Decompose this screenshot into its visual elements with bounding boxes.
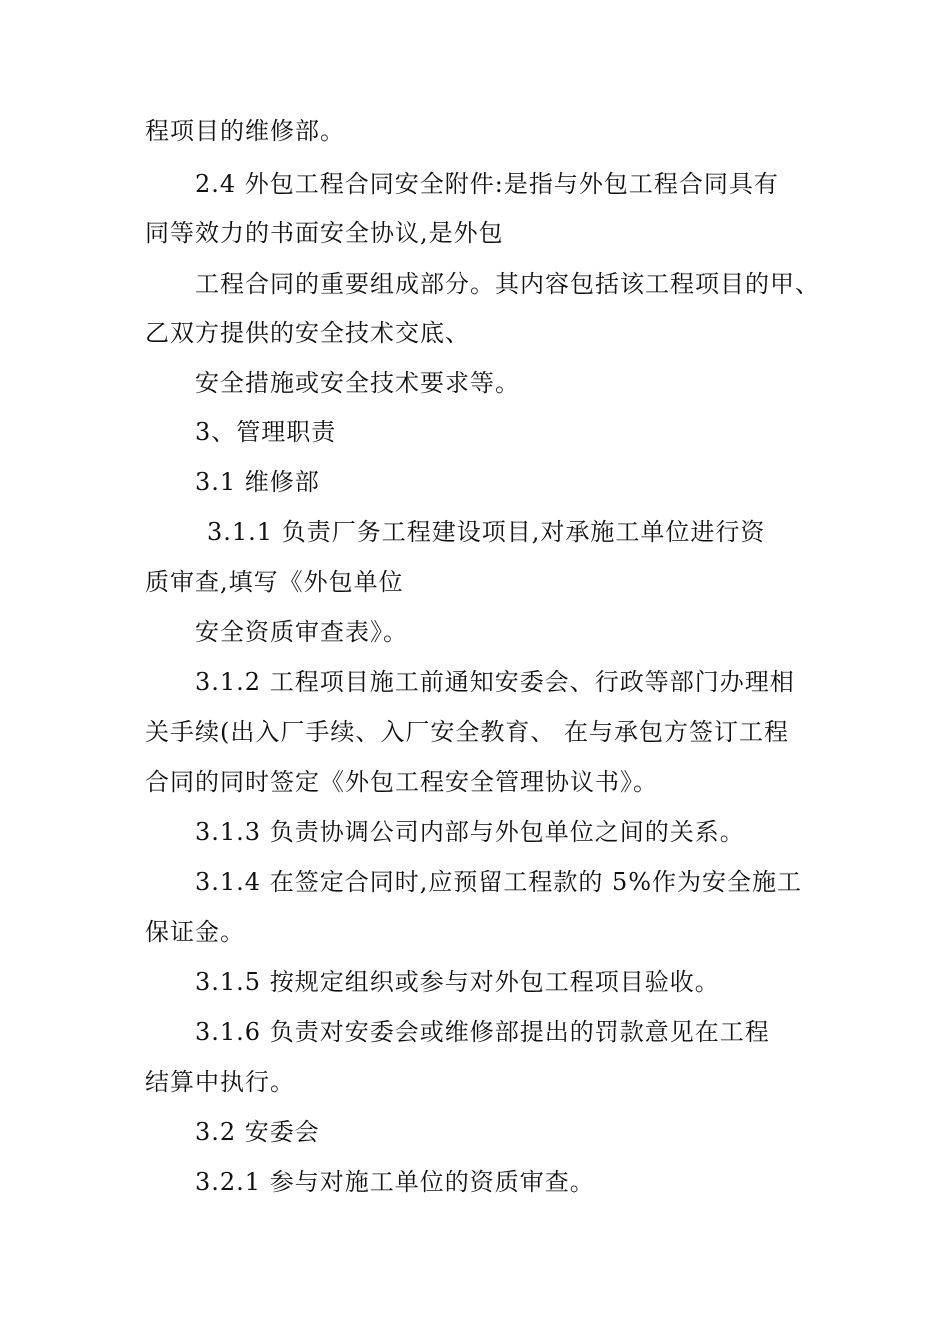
text-line: 工程合同的重要组成部分。其内容包括该工程项目的甲、 bbox=[195, 270, 820, 298]
text-line: 2.4 外包工程合同安全附件:是指与外包工程合同具有 bbox=[195, 170, 779, 198]
text-line: 关手续(出入厂手续、入厂安全教育、 在与承包方签订工程 bbox=[145, 718, 789, 746]
text-line: 程项目的维修部。 bbox=[145, 117, 345, 145]
text-line: 同等效力的书面安全协议,是外包 bbox=[145, 219, 504, 247]
text-line: 结算中执行。 bbox=[145, 1068, 295, 1096]
text-line: 3.2.1 参与对施工单位的资质审查。 bbox=[195, 1168, 595, 1196]
text-line: 保证金。 bbox=[145, 918, 245, 946]
section-heading: 3、管理职责 bbox=[195, 418, 337, 446]
subsection-heading: 3.2 安委会 bbox=[195, 1118, 320, 1146]
text-line: 乙双方提供的安全技术交底、 bbox=[145, 319, 470, 347]
text-line: 3.1.5 按规定组织或参与对外包工程项目验收。 bbox=[195, 968, 720, 996]
text-line: 3.1.2 工程项目施工前通知安委会、行政等部门办理相 bbox=[195, 668, 795, 696]
text-line: 合同的同时签定《外包工程安全管理协议书》。 bbox=[145, 768, 658, 796]
text-line: 质审查,填写《外包单位 bbox=[145, 568, 404, 596]
text-line: 安全措施或安全技术要求等。 bbox=[195, 369, 520, 397]
subsection-heading: 3.1 维修部 bbox=[195, 468, 320, 496]
text-line: 3.1.3 负责协调公司内部与外包单位之间的关系。 bbox=[195, 818, 745, 846]
text-line: 3.1.6 负责对安委会或维修部提出的罚款意见在工程 bbox=[195, 1018, 770, 1046]
text-line: 安全资质审查表》。 bbox=[195, 618, 408, 646]
text-line: 3.1.4 在签定合同时,应预留工程款的 5%作为安全施工 bbox=[195, 868, 803, 896]
text-line: 3.1.1 负责厂务工程建设项目,对承施工单位进行资 bbox=[207, 518, 766, 546]
